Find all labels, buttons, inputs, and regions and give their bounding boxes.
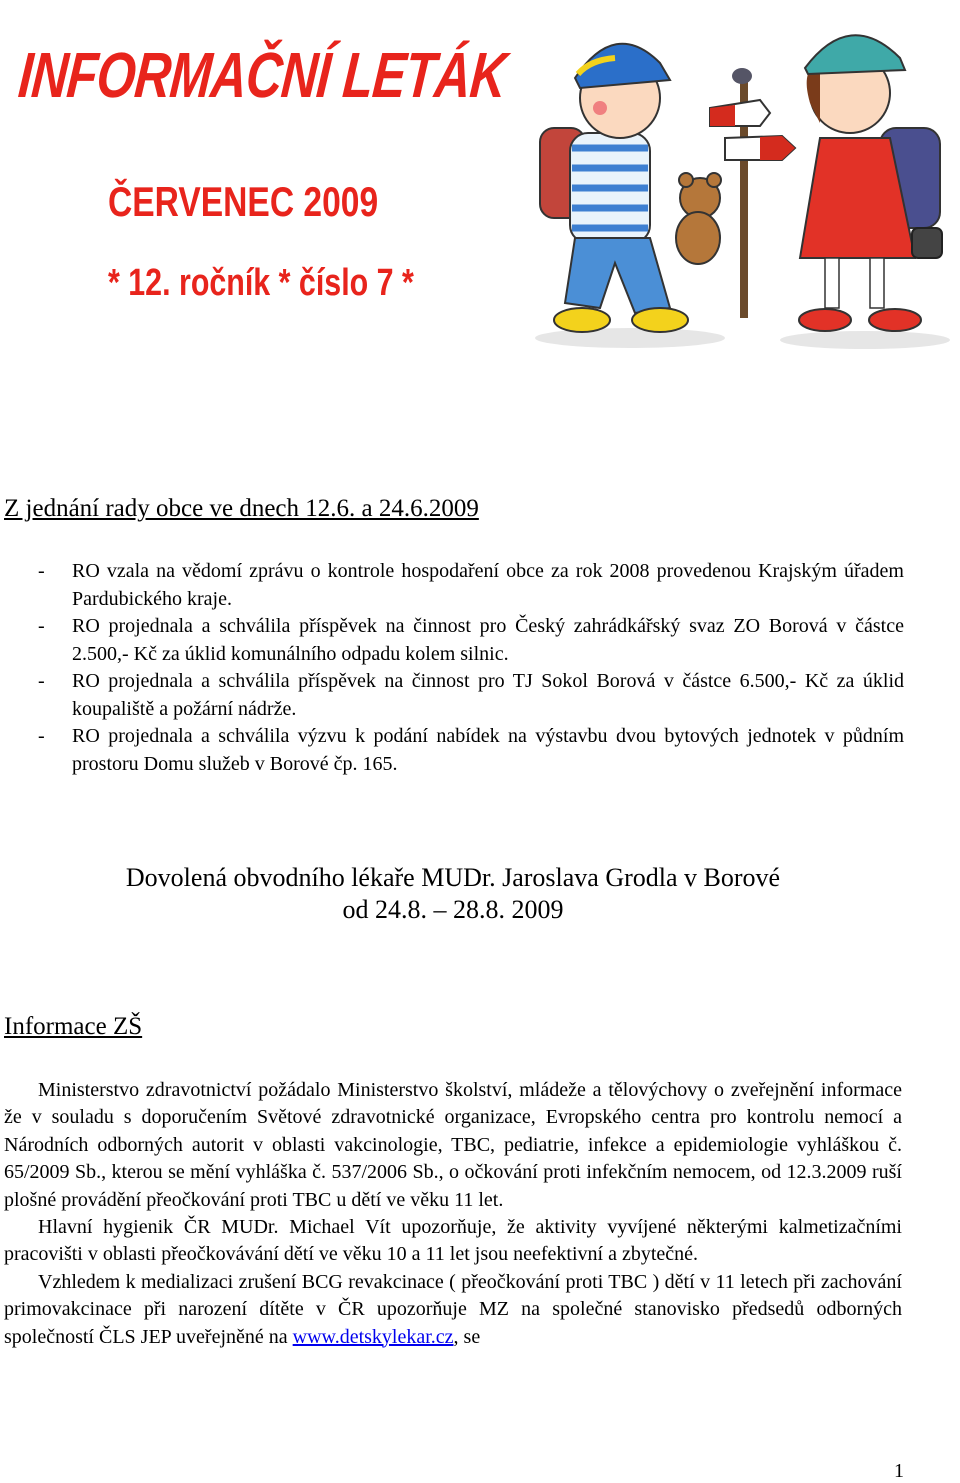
list-item-text: RO projednala a schválila příspěvek na činnost pro Český zahrádkářský svaz ZO Borová v částce 2.500,- Kč za úklid komunálního odpadu kolem silnic. [72, 615, 904, 665]
doctor-vacation-notice [0, 862, 906, 926]
issue-month: ČERVENEC 2009 [108, 178, 379, 225]
leaflet-title: INFORMAČNÍ LETÁK [16, 39, 509, 111]
signpost-icon [710, 68, 795, 318]
issue-number: * 12. ročník * číslo 7 * [108, 262, 414, 304]
page-number: 1 [894, 1460, 904, 1482]
list-item [38, 558, 904, 613]
doctor-notice-line1: Dovolená obvodního lékaře MUDr. Jaroslava Grodla v Borové [125, 863, 781, 892]
bullet-dash: - [38, 615, 45, 637]
list-item-text: RO projednala a schválila příspěvek na činnost pro TJ Sokol Borová v částce 6.500,- Kč za úklid koupaliště a požární nádrže. [72, 670, 904, 720]
bullet-dash: - [38, 725, 45, 747]
council-list [38, 558, 904, 778]
school-heading: Informace ZŠ [4, 1013, 143, 1040]
list-item [38, 613, 904, 668]
doctor-notice-line2: od 24.8. – 28.8. 2009 [342, 895, 564, 924]
paragraph: Hlavní hygienik ČR MUDr. Michael Vít upozorňuje, že aktivity vyvíjené některými kalmetizačními pracovišti v oblasti přeočkovávání dětí ve věku 10 a 11 let jsou neefektivní a zbytečné. [4, 1216, 902, 1266]
bullet-dash: - [38, 560, 45, 582]
list-item [38, 723, 904, 778]
detskylekar-link[interactable]: www.detskylekar.cz [292, 1325, 454, 1348]
paragraph-text: Vzhledem k medializaci zrušení BCG revakcinace ( přeočkování proti TBC ) dětí v 11 letech při zachování primovakcinace při narození dítěte v ČR upozorňuje MZ na společné stanovisko předsedů odborných společností ČLS JEP uveřejněné na [4, 1270, 902, 1348]
council-heading: Z jednání rady obce ve dnech 12.6. a 24.6.2009 [4, 495, 479, 522]
girl-figure [799, 35, 942, 331]
paragraph [4, 1269, 902, 1351]
list-item [38, 668, 904, 723]
paragraph: Ministerstvo zdravotnictví požádalo Ministerstvo školství, mládeže a tělovýchovy o zveřejnění informace že v souladu s doporučením Světové zdravotnické organizace, Evropského centra pro kontrolu nemocí a Národních odborných autorit v oblasti vakcinologie, TBC, pediatrie, infekce a epidemiologie vyhláškou č. 65/2009 Sb., kterou se mění vyhláška č. 537/2006 Sb., o očkování proti infekčním nemocem, od 12.3.2009 ruší plošné provádění přeočkování proti TBC u dětí ve věku 11 let. [4, 1079, 902, 1211]
bullet-dash: - [38, 670, 45, 692]
paragraph-text-end: , se [453, 1325, 481, 1348]
list-item-text: RO vzala na vědomí zprávu o kontrole hospodaření obce za rok 2008 provedenou Krajským úřadem Pardubického kraje. [72, 560, 904, 610]
list-item-text: RO projednala a schválila výzvu k podání nabídek na výstavbu dvou bytových jednotek v půdním prostoru Domu služeb v Borové čp. 165. [72, 725, 904, 775]
teddy-bear-icon [676, 173, 721, 264]
school-info-text [4, 1077, 902, 1351]
boy-figure [540, 44, 688, 332]
children-hiking-illustration [520, 8, 960, 353]
